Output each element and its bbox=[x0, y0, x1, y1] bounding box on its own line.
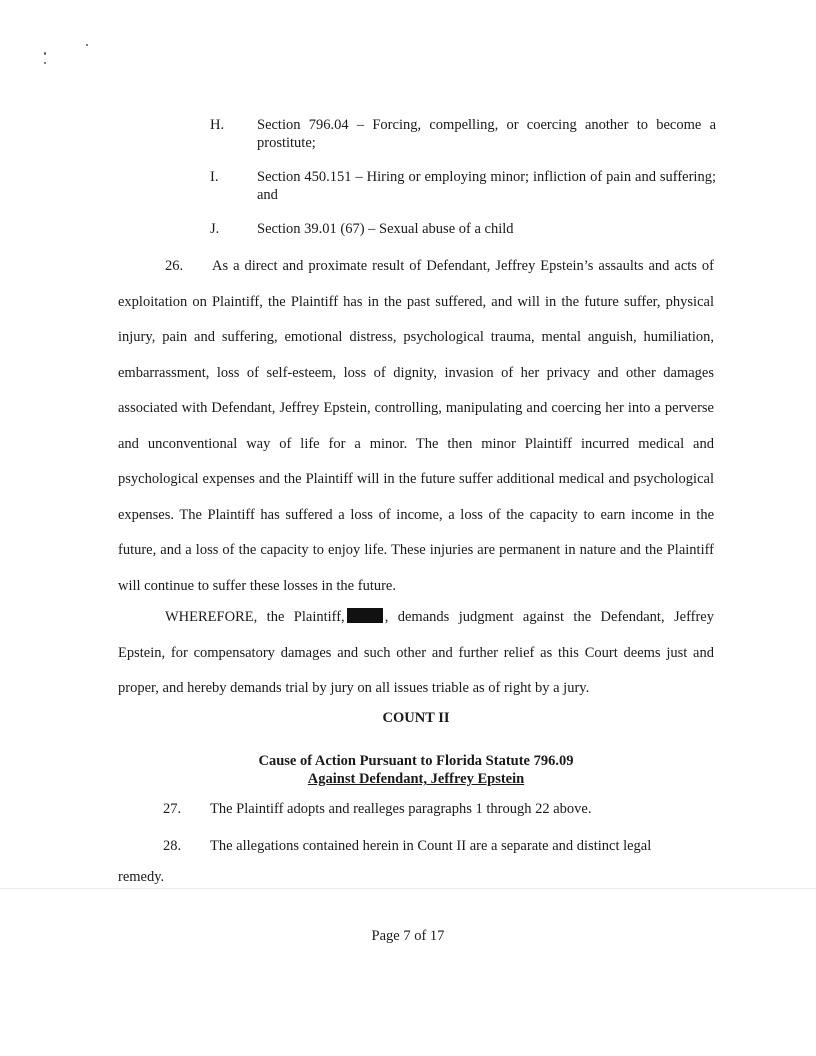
list-item-letter: J. bbox=[210, 221, 220, 237]
scan-line bbox=[0, 888, 816, 889]
paragraph-text: The allegations contained herein in Count II are a separate and distinct legal bbox=[210, 838, 652, 854]
list-item bbox=[210, 116, 716, 152]
list-item-letter: H. bbox=[210, 117, 225, 133]
paragraph-26 bbox=[118, 249, 714, 604]
paragraph-number: 27. bbox=[163, 801, 182, 817]
paragraph-text: As a direct and proximate result of Defendant, Jeffrey Epstein’s assaults and acts of exploitation on Plaintiff, the Plaintiff has in the past suffered, and will in the future suffer, physical injury, pain and suffering, emotional distress, psychological trauma, mental anguish, humiliation, embarrassment, loss of self-esteem, loss of dignity, invasion of her privacy and other damages associated with Defendant, Jeffrey Epstein, controlling, manipulating and coercing her into a perverse and unconventional way of life for a minor. The then minor Plaintiff incurred medical and psychological expenses and the Plaintiff will in the future suffer additional medical and psychological expenses. The Plaintiff has suffered a loss of income, a loss of the capacity to earn income in the future, and a loss of the capacity to enjoy life. These injuries are permanent in nature and the Plaintiff will continue to suffer these losses in the future. bbox=[118, 258, 714, 594]
scan-speck bbox=[44, 62, 46, 64]
paragraph-27 bbox=[163, 792, 714, 828]
scan-speck bbox=[44, 52, 46, 55]
cause-heading bbox=[118, 752, 714, 788]
scan-speck bbox=[86, 44, 88, 46]
cause-line: Cause of Action Pursuant to Florida Statute 796.09 bbox=[258, 753, 574, 769]
list-item-text: Section 450.151 – Hiring or employing minor; infliction of pain and suffering; and bbox=[257, 169, 716, 203]
list-item-letter: I. bbox=[210, 169, 219, 185]
paragraph-number: 26. bbox=[165, 258, 184, 274]
wherefore-clause bbox=[118, 600, 714, 707]
count-title: COUNT II bbox=[382, 710, 450, 726]
list-item-text: Section 39.01 (67) – Sexual abuse of a child bbox=[257, 221, 514, 237]
paragraph-text: The Plaintiff adopts and realleges paragraphs 1 through 22 above. bbox=[210, 801, 592, 817]
wherefore-text-before: WHEREFORE, the Plaintiff, bbox=[165, 609, 345, 625]
wherefore-text-after: , demands judgment against the Defendant, Jeffrey Epstein, for compensatory damages and such other and further relief as this Court deems just and proper, and hereby demands trial by jury on all issues triable as of right by a jury. bbox=[118, 609, 714, 696]
list-item bbox=[210, 168, 716, 204]
against-line: Against Defendant, Jeffrey Epstein bbox=[307, 771, 525, 787]
page-number: Page 7 of 17 bbox=[371, 928, 445, 944]
redaction-block bbox=[347, 608, 383, 623]
list-item-text: Section 796.04 – Forcing, compelling, or coercing another to become a prostitute; bbox=[257, 117, 716, 151]
paragraph-number: 28. bbox=[163, 838, 182, 854]
paragraph-28 bbox=[163, 829, 714, 865]
paragraph-28-continuation: remedy. bbox=[118, 869, 165, 885]
list-item bbox=[210, 220, 716, 238]
